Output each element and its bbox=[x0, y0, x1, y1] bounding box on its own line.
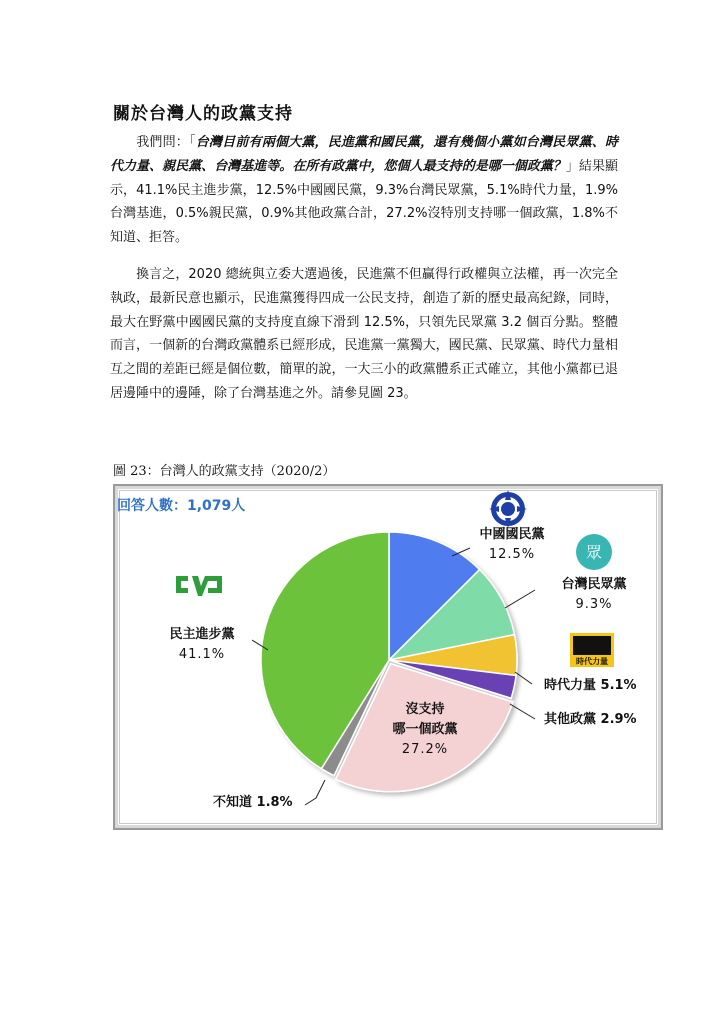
label-tpp-pct: 9.3% bbox=[575, 597, 613, 612]
kmt-logo-icon bbox=[489, 490, 527, 528]
label-none-line1: 沒支持 bbox=[405, 702, 445, 717]
section-title: 關於台灣人的政黨支持 bbox=[113, 104, 293, 124]
label-none-pct: 27.2% bbox=[401, 742, 449, 757]
label-none bbox=[375, 700, 475, 760]
label-dont-know: 不知道 1.8% bbox=[213, 795, 293, 810]
survey-question: 台灣目前有兩個大黨，民進黨和國民黨，還有幾個小黨如台灣民眾黨、時代力量、親民黨、台灣基進等。在所有政黨中，您個人最支持的是哪一個政黨？ bbox=[110, 135, 618, 174]
label-kmt-name: 中國國民黨 bbox=[479, 527, 545, 542]
label-none-line2: 哪一個政黨 bbox=[392, 722, 458, 737]
tpp-logo-icon bbox=[576, 534, 612, 570]
label-npp: 時代力量 5.1% bbox=[544, 678, 637, 693]
label-dpp-name: 民主進步黨 bbox=[169, 627, 235, 642]
npp-logo-icon bbox=[570, 633, 614, 667]
label-kmt bbox=[470, 525, 554, 565]
label-dpp-pct: 41.1% bbox=[178, 647, 226, 662]
leader-line-tpp bbox=[505, 590, 535, 608]
figure-caption: 圖 23：台灣人的政黨支持（2020/2） bbox=[113, 464, 336, 479]
dpp-logo-icon bbox=[176, 576, 222, 596]
leader-line-other bbox=[510, 704, 535, 719]
label-other: 其他政黨 2.9% bbox=[544, 712, 637, 727]
respondents-count: 回答人數：1,079人 bbox=[117, 498, 246, 514]
svg-text:時代力量: 時代力量 bbox=[576, 657, 608, 666]
label-dpp bbox=[160, 625, 244, 665]
paragraph-2-text: 換言之，2020 總統與立委大選過後，民進黨不但贏得行政權與立法權，再一次完全執政，最新民意也顯示，民進黨獲得四成一公民支持，創造了新的歷史最高紀錄，同時，最大在野黨中國國民黨的支持度直線下滑到 12.5%，只領先民眾黨 3.2 個百分點。整體而言，一個新的台灣政黨體系已經形成，民進黨一黨獨大，國民黨、民眾黨、時代力量相互之間的差距已經是個位數，簡單的說，一大三小的政黨體系正式確立，其他小黨都已退居邊陲中的邊陲，除了台灣基進之外。請參見圖 23。 bbox=[110, 267, 618, 401]
label-tpp-name: 台灣民眾黨 bbox=[561, 577, 627, 592]
paragraph-1-results: 」結果顯示，41.1%民主進步黨，12.5%中國國民黨，9.3%台灣民眾黨，5.1%時代力量，1.9%台灣基進，0.5%親民黨，0.9%其他政黨合計，27.2%沒特別支持哪一個政黨，1.8%不知道、拒答。 bbox=[110, 158, 618, 246]
label-tpp bbox=[552, 575, 636, 615]
svg-text:眾: 眾 bbox=[585, 543, 603, 562]
leader-line-npp bbox=[515, 672, 532, 684]
label-kmt-pct: 12.5% bbox=[488, 547, 536, 562]
leader-line-dk bbox=[305, 780, 325, 805]
paragraph-1-lead: 我們問：「 bbox=[136, 135, 196, 150]
